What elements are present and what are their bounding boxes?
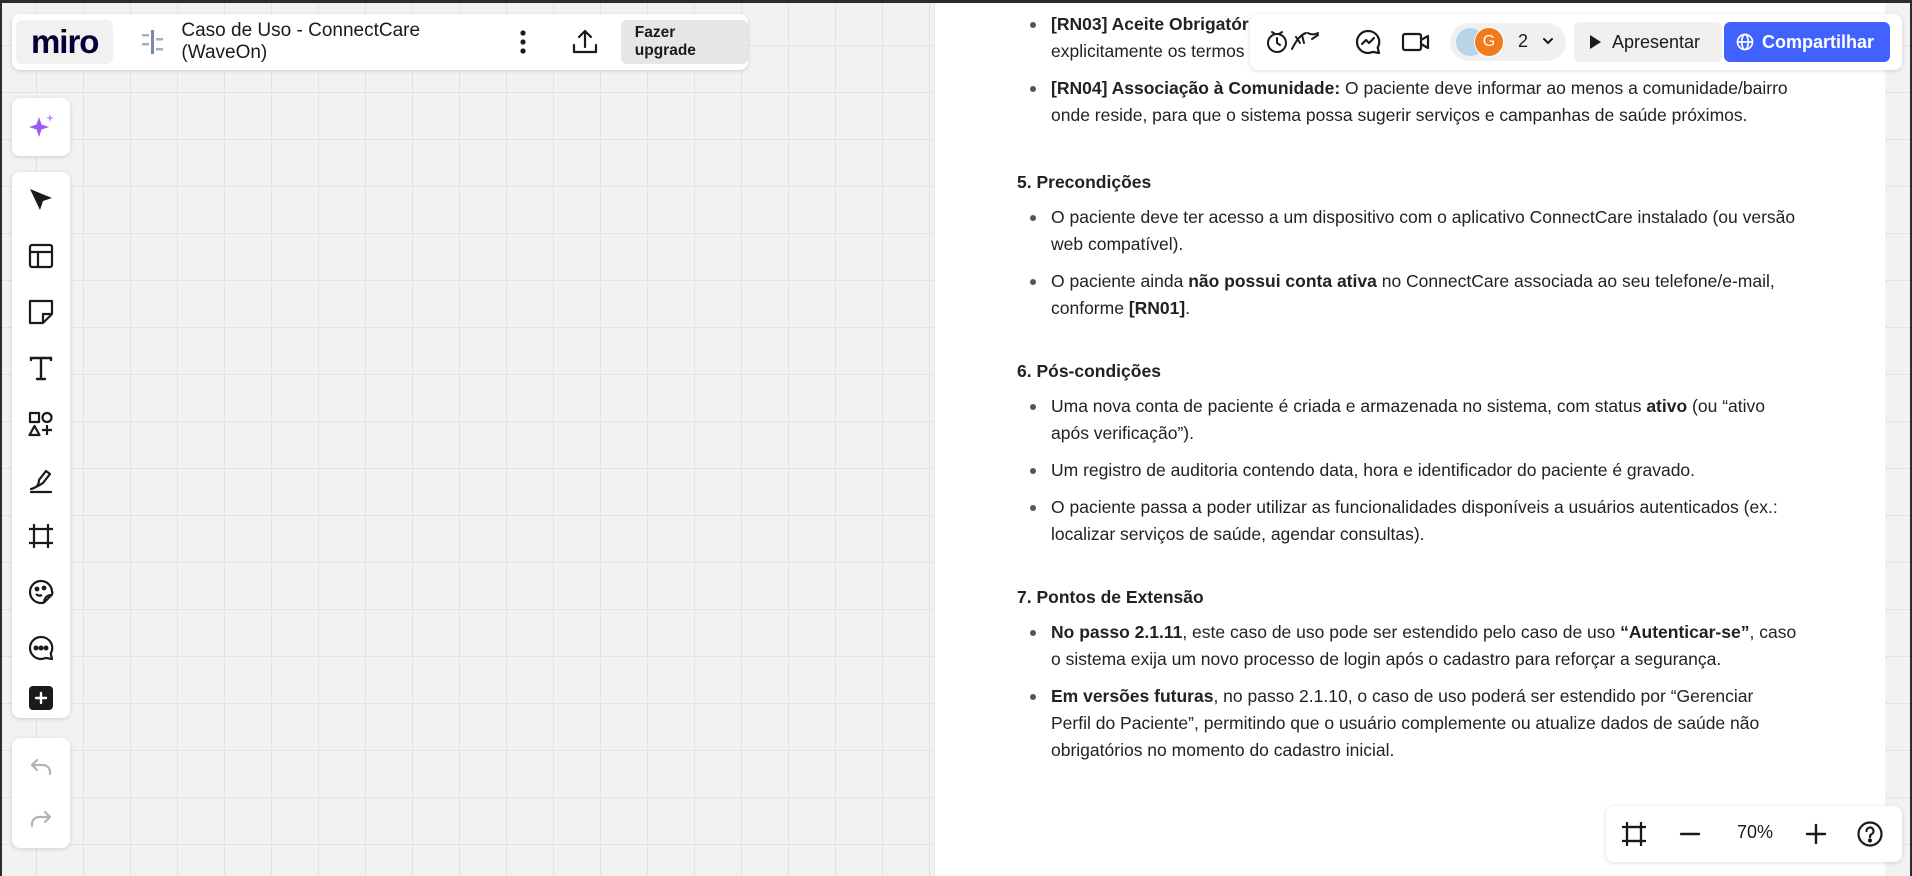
undo-icon[interactable]: [25, 752, 57, 784]
comment-icon[interactable]: [25, 632, 57, 664]
list-item: O paciente ainda não possui conta ativa no ConnectCare associada ao seu telefone/e-mail, conforme [RN01].: [1017, 268, 1797, 322]
fit-to-screen-icon[interactable]: [1618, 818, 1650, 850]
video-call-icon[interactable]: [1400, 26, 1432, 58]
upgrade-button[interactable]: Fazer upgrade: [621, 20, 748, 64]
history-toolbar: [12, 738, 70, 848]
document-card[interactable]: [934, 3, 1885, 876]
avatar: G: [1474, 27, 1504, 57]
sparkle-icon: [26, 112, 56, 142]
chevron-down-icon: [1540, 33, 1556, 54]
creation-toolbar: [12, 172, 70, 718]
collaborator-count: 2: [1518, 31, 1529, 51]
list-item: O paciente deve ter acesso a um dispositivo com o aplicativo ConnectCare instalado (ou versão web compatível).: [1017, 204, 1797, 258]
list-item: Uma nova conta de paciente é criada e armazenada no sistema, com status ativo (ou “ativo após verificação”).: [1017, 393, 1797, 447]
shapes-icon[interactable]: [25, 408, 57, 440]
globe-icon: [1736, 33, 1754, 51]
frame-icon[interactable]: [25, 520, 57, 552]
sticky-note-icon[interactable]: [25, 296, 57, 328]
board-title[interactable]: Caso de Uso - ConnectCare (WaveOn): [181, 20, 421, 63]
reactions-icon[interactable]: [1266, 26, 1322, 58]
section-title-pontos-extensao: 7. Pontos de Extensão: [1017, 587, 1204, 607]
pen-icon[interactable]: [25, 464, 57, 496]
window-edge-left: [0, 0, 2, 876]
play-icon: [1588, 34, 1602, 50]
more-options-icon[interactable]: [512, 26, 534, 58]
help-icon[interactable]: [1854, 818, 1886, 850]
collaborators-button[interactable]: [1450, 23, 1566, 61]
top-right-toolbar: [1250, 14, 1902, 70]
miro-logo[interactable]: miro: [16, 20, 113, 64]
stickers-icon[interactable]: [25, 576, 57, 608]
share-button[interactable]: Compartilhar: [1724, 22, 1890, 62]
board-icon[interactable]: [139, 28, 167, 56]
present-button[interactable]: Apresentar: [1574, 22, 1722, 62]
list-item: O paciente passa a poder utilizar as funcionalidades disponíveis a usuários autenticados (ex.: localizar serviços de saúde, agendar consultas).: [1017, 494, 1797, 548]
zoom-in-icon[interactable]: [1800, 818, 1832, 850]
list-item-rn03: [RN03] Aceite Obrigatór explicitamente os termos: [1017, 11, 1797, 65]
section-title-pos-condicoes: 6. Pós-condições: [1017, 361, 1161, 381]
ai-assist-button[interactable]: [12, 98, 70, 156]
list-item: No passo 2.1.11, este caso de uso pode ser estendido pelo caso de uso “Autenticar-se”, caso o sistema exija um novo processo de login após o cadastro para reforçar a segurança.: [1017, 619, 1797, 673]
text-tool-icon[interactable]: [25, 352, 57, 384]
list-item: Um registro de auditoria contendo data, hora e identificador do paciente é gravado.: [1017, 457, 1797, 484]
redo-icon[interactable]: [25, 804, 57, 836]
more-apps-icon[interactable]: [25, 682, 57, 714]
export-icon[interactable]: [571, 26, 599, 58]
zoom-out-icon[interactable]: [1674, 818, 1706, 850]
top-left-toolbar: [12, 14, 748, 70]
list-item: Em versões futuras, no passo 2.1.10, o caso de uso poderá ser estendido por “Gerenciar Perfil do Paciente”, permitindo que o usuário complemente ou atualize dados de saúde não obrigatórios no momento do cadastro inicial.: [1017, 683, 1797, 764]
list-item-rn04: [RN04] Associação à Comunidade: O paciente deve informar ao menos a comunidade/bairro onde reside, para que o sistema possa sugerir serviços e campanhas de saúde próximos.: [1017, 75, 1797, 129]
zoom-level[interactable]: 70%: [1736, 822, 1774, 842]
templates-icon[interactable]: [25, 240, 57, 272]
document-body: [1017, 11, 1797, 774]
zoom-toolbar: [1606, 806, 1902, 862]
section-title-precondicoes: 5. Precondições: [1017, 172, 1152, 192]
chat-icon[interactable]: [1352, 26, 1384, 58]
select-cursor-icon[interactable]: [25, 184, 57, 216]
